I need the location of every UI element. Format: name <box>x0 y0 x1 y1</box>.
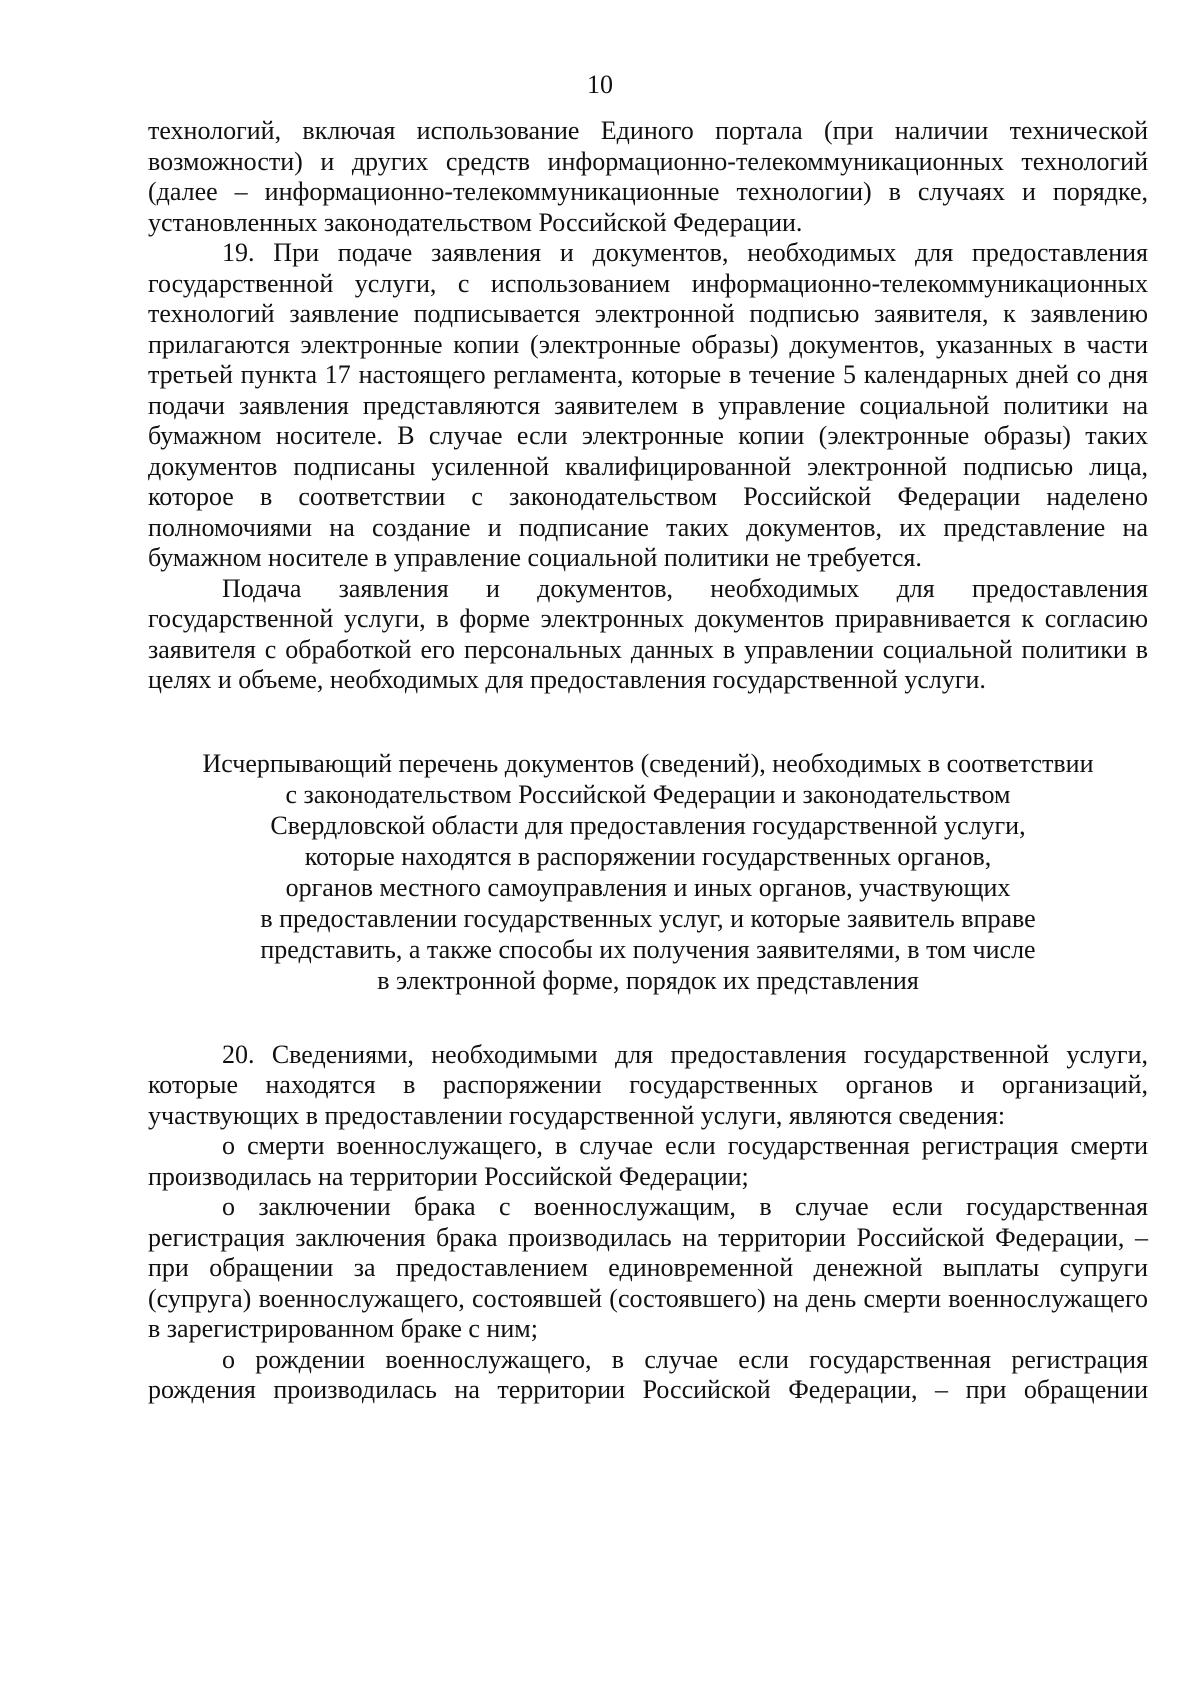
heading-line: с законодательством Российской Федерации и законодательством <box>285 779 1011 809</box>
heading-line: органов местного самоуправления и иных органов, участвующих <box>285 872 1011 902</box>
page-number: 10 <box>587 70 613 99</box>
heading-line: представить, а также способы их получения заявителями, в том числе <box>260 934 1036 964</box>
heading-line: в электронной форме, порядок их представления <box>377 965 919 995</box>
paragraph-20: 20. Сведениями, необходимыми для предоставления государственной услуги, которые находятся в распоряжении государственных органов и организаций, участвующих в предоставлении государственной услуги, являются сведения: <box>148 1039 1148 1130</box>
list-item-marriage: о заключении брака с военнослужащим, в случае если государственная регистрация заключения брака производилась на территории Российской Федерации, – при обращении за предоставлением единовременной денежной выплаты супруги (супруга) военнослужащего, состоявшей (состоявшего) на день смерти военнослужащего в зарегистрированном браке с ним; <box>148 1192 1148 1343</box>
heading-line: Свердловской области для предоставления государственной услуги, <box>270 810 1026 840</box>
heading-line: Исчерпывающий перечень документов (сведений), необходимых в соответствии <box>202 748 1094 778</box>
document-body <box>148 116 1148 1406</box>
section-heading <box>148 748 1148 996</box>
list-item-birth: о рождении военнослужащего, в случае если государственная регистрация рождения производилась на территории Российской Федерации, – при обращении <box>148 1344 1148 1404</box>
spacer <box>148 996 1148 1040</box>
paragraph-electronic-consent: Подача заявления и документов, необходимых для предоставления государственной услуги, в форме электронных документов приравнивается к согласию заявителя с обработкой его персональных данных в управлении социальной политики в целях и объеме, необходимых для предоставления государственной услуги. <box>148 573 1148 694</box>
list-item-death: о смерти военнослужащего, в случае если государственная регистрация смерти производилась на территории Российской Федерации; <box>148 1131 1148 1191</box>
paragraph-continuation: технологий, включая использование Единого портала (при наличии технической возможности) и других средств информационно-телекоммуникационных технологий (далее – информационно-телекоммуникационные технологии) в случаях и порядке, установленных законодательством Российской Федерации. <box>148 116 1148 237</box>
heading-line: в предоставлении государственных услуг, и которые заявитель вправе <box>260 903 1036 933</box>
paragraph-19: 19. При подаче заявления и документов, необходимых для предоставления государственной услуги, с использованием информационно-телекоммуникационных технологий заявление подписывается электронной подписью заявителя, к заявлению прилагаются электронные копии (электронные образы) документов, указанных в части третьей пункта 17 настоящего регламента, которые в течение 5 календарных дней со дня подачи заявления представляются заявителем в управление социальной политики на бумажном носителе. В случае если электронные копии (электронные образы) таких документов подписаны усиленной квалифицированной электронной подписью лица, которое в соответствии с законодательством Российской Федерации наделено полномочиями на создание и подписание таких документов, их представление на бумажном носителе в управление социальной политики не требуется. <box>148 238 1148 572</box>
heading-line: которые находятся в распоряжении государственных органов, <box>304 841 992 871</box>
